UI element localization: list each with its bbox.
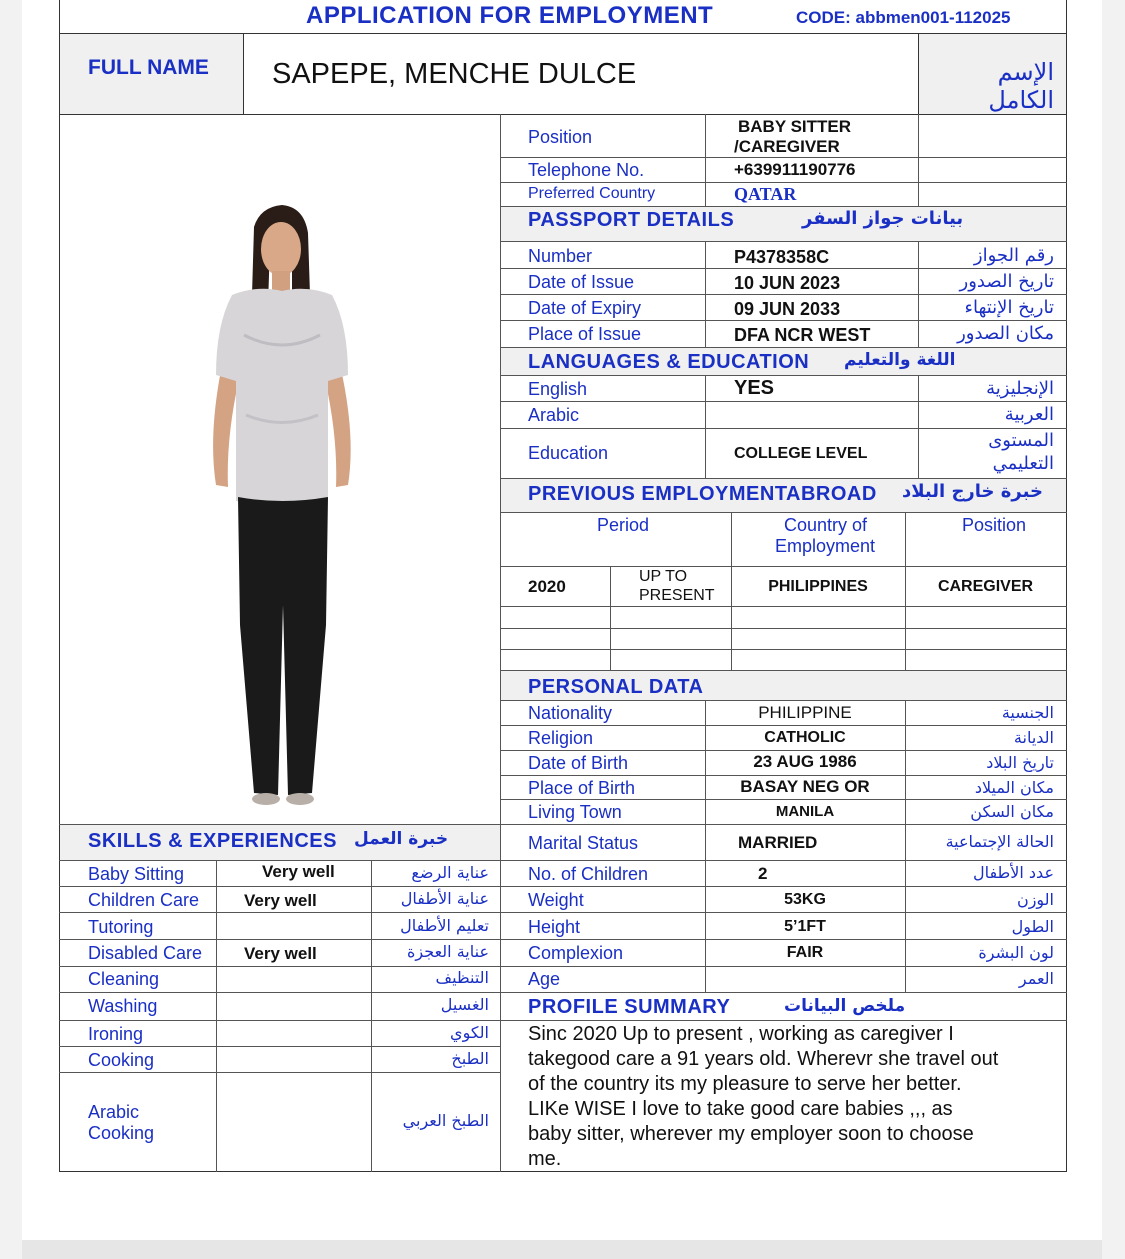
skill-baby-sitting-value: Very well <box>262 862 335 881</box>
religion-label: Religion <box>528 728 594 748</box>
form-code: CODE: abbmen001-112025 <box>796 8 1011 27</box>
employment-from: 2020 <box>528 577 566 596</box>
personal-section-title: PERSONAL DATA <box>528 676 704 698</box>
skill-tutoring-ar: تعليم الأطفال <box>400 916 489 935</box>
skill-arabic-cooking-ar: الطبخ العربي <box>402 1111 489 1130</box>
skill-cooking-ar: الطبخ <box>451 1049 489 1068</box>
profile-line: of the country its my pleasure to serve her better. <box>528 1073 962 1095</box>
form-title: APPLICATION FOR EMPLOYMENT <box>306 2 714 29</box>
passport-section-title: PASSPORT DETAILS <box>528 209 735 231</box>
skill-tutoring-label: Tutoring <box>88 917 154 937</box>
position-header: Position <box>962 515 1027 535</box>
education-value: COLLEGE LEVEL <box>734 445 868 462</box>
complexion-label: Complexion <box>528 943 624 963</box>
living-town-label: Living Town <box>528 802 622 822</box>
weight-value: 53KG <box>784 891 826 908</box>
skill-arabic-cooking-label-1: Arabic <box>88 1102 140 1122</box>
english-value: YES <box>734 377 775 399</box>
nationality-label: Nationality <box>528 703 613 723</box>
weight-label: Weight <box>528 890 584 910</box>
education-label: Education <box>528 443 609 463</box>
date-of-issue-value: 10 JUN 2023 <box>734 273 841 293</box>
profile-line: Sinc 2020 Up to present , working as caregiver I <box>528 1023 954 1045</box>
full-name-value: SAPEPE, MENCHE DULCE <box>272 58 637 90</box>
position-label: Position <box>528 127 593 147</box>
profile-line: LIKe WISE I love to take good care babies ,,, as <box>528 1098 953 1120</box>
profile-line: me. <box>528 1148 562 1170</box>
languages-section-title-ar: اللغة والتعليم <box>844 350 956 370</box>
date-of-expiry-value: 09 JUN 2033 <box>734 299 841 319</box>
skill-ironing-label: Ironing <box>88 1024 144 1044</box>
height-label: Height <box>528 917 581 937</box>
period-header: Period <box>597 515 650 535</box>
full-name-arabic-1: الإسم <box>997 58 1054 86</box>
education-ar-2: التعليمي <box>992 453 1054 474</box>
education-ar-1: المستوى <box>988 430 1054 451</box>
religion-value: CATHOLIC <box>764 729 846 746</box>
english-ar: الإنجليزية <box>986 378 1054 399</box>
profile-summary-text <box>528 1022 1054 1172</box>
passport-number-label: Number <box>528 246 593 266</box>
employment-position: CAREGIVER <box>937 578 1034 595</box>
arabic-label: Arabic <box>528 405 580 425</box>
date-of-birth-value: 23 AUG 1986 <box>753 752 857 771</box>
skill-washing-ar: الغسيل <box>440 995 489 1014</box>
skill-children-care-ar: عناية الأطفال <box>400 889 489 908</box>
english-label: English <box>528 379 588 399</box>
marital-status-value: MARRIED <box>738 833 818 852</box>
place-of-issue-value: DFA NCR WEST <box>734 325 871 345</box>
complexion-ar: لون البشرة <box>978 943 1054 962</box>
living-town-value: MANILA <box>775 803 835 820</box>
profile-line: baby sitter, wherever my employer soon to choose <box>528 1123 974 1145</box>
height-value: 5’1FT <box>784 918 826 935</box>
date-of-expiry-label: Date of Expiry <box>528 298 642 318</box>
arabic-ar: العربية <box>1004 404 1054 425</box>
profile-line: takegood care a 91 years old. Wherevr she travel out <box>528 1048 999 1070</box>
marital-status-ar: الحالة الإجتماعية <box>945 832 1054 851</box>
skills-section-title-ar: خبرة العمل <box>354 829 449 849</box>
skills-section-title: SKILLS & EXPERIENCES <box>88 830 337 852</box>
application-form <box>22 0 1102 1240</box>
height-ar: الطول <box>1011 917 1054 936</box>
telephone-value: +639911190776 <box>734 160 856 179</box>
country-header-2: Employment <box>775 536 876 556</box>
passport-number-value: P4378358C <box>734 247 830 267</box>
date-of-birth-ar: تاريخ البلاد <box>986 753 1054 772</box>
place-of-issue-label: Place of Issue <box>528 324 642 344</box>
date-of-issue-ar: تاريخ الصدور <box>959 271 1054 292</box>
profile-section-title: PROFILE SUMMARY <box>528 996 731 1018</box>
page-bottom-bar <box>22 1240 1102 1259</box>
skill-cleaning-label: Cleaning <box>88 969 160 989</box>
skill-arabic-cooking-label-2: Cooking <box>88 1123 155 1143</box>
complexion-value: FAIR <box>786 944 824 961</box>
employment-section-title-ar: خبرة خارج البلاد <box>902 481 1043 502</box>
children-ar: عدد الأطفال <box>972 863 1054 882</box>
skill-disabled-care-ar: عناية العجزة <box>407 942 489 961</box>
profile-section-title-ar: ملخص البيانات <box>784 996 906 1016</box>
skill-cooking-label: Cooking <box>88 1050 155 1070</box>
age-ar: العمر <box>1018 969 1054 988</box>
employment-country: PHILIPPINES <box>768 578 868 595</box>
skill-washing-label: Washing <box>88 996 158 1016</box>
skill-children-care-label: Children Care <box>88 890 200 910</box>
religion-ar: الديانة <box>1013 728 1054 747</box>
place-of-issue-ar: مكان الصدور <box>957 323 1054 344</box>
skill-cleaning-ar: التنظيف <box>435 968 489 987</box>
marital-status-label: Marital Status <box>528 833 639 853</box>
skill-baby-sitting-ar: عناية الرضع <box>411 863 489 882</box>
nationality-value: PHILIPPINE <box>758 703 852 722</box>
place-of-birth-label: Place of Birth <box>528 778 636 798</box>
children-value: 2 <box>758 864 768 883</box>
applicant-photo <box>142 185 482 825</box>
employment-to-2: PRESENT <box>639 587 715 604</box>
languages-section-title: LANGUAGES & EDUCATION <box>528 351 810 373</box>
nationality-ar: الجنسية <box>1001 703 1054 722</box>
preferred-country-label: Preferred Country <box>528 185 656 202</box>
full-name-arabic-2: الكامل <box>988 86 1054 114</box>
place-of-birth-value: BASAY NEG OR <box>740 777 870 796</box>
weight-ar: الوزن <box>1016 890 1054 909</box>
skill-disabled-care-value: Very well <box>244 944 317 963</box>
date-of-issue-label: Date of Issue <box>528 272 635 292</box>
children-label: No. of Children <box>528 864 649 884</box>
date-of-expiry-ar: تاريخ الإنتهاء <box>964 297 1054 318</box>
skill-disabled-care-label: Disabled Care <box>88 943 203 963</box>
passport-number-ar: رقم الجواز <box>973 245 1054 266</box>
employment-to-1: UP TO <box>639 568 688 585</box>
living-town-ar: مكان السكن <box>970 802 1054 821</box>
preferred-country-value: QATAR <box>734 184 797 204</box>
date-of-birth-label: Date of Birth <box>528 753 629 773</box>
employment-section-title: PREVIOUS EMPLOYMENTABROAD <box>528 483 877 505</box>
skill-baby-sitting-label: Baby Sitting <box>88 864 185 884</box>
skill-ironing-ar: الكوي <box>450 1023 489 1042</box>
skill-children-care-value: Very well <box>244 891 317 910</box>
full-name-label: FULL NAME <box>88 56 209 79</box>
country-header-1: Country of <box>784 515 868 535</box>
position-value-2: /CAREGIVER <box>734 137 840 156</box>
age-label: Age <box>528 969 561 989</box>
telephone-label: Telephone No. <box>528 160 645 180</box>
position-value-1: BABY SITTER <box>738 117 852 136</box>
place-of-birth-ar: مكان الميلاد <box>974 778 1054 797</box>
passport-section-title-ar: بيانات جواز السفر <box>802 208 964 229</box>
